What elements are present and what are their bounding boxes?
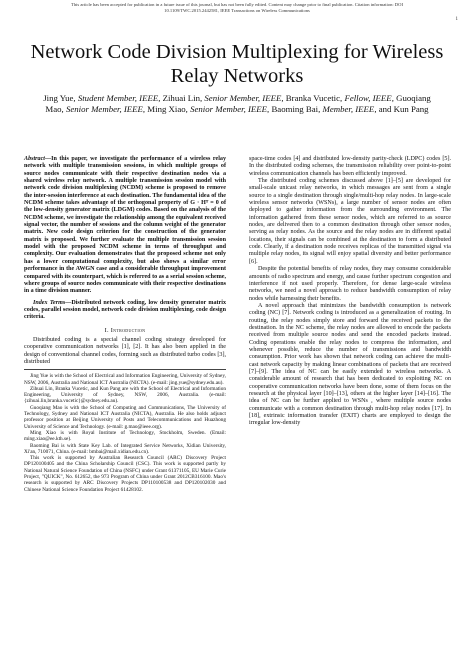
author-role: Senior Member, IEEE: [65, 104, 143, 115]
author-name: Branka Vucetic: [285, 93, 341, 103]
index-terms-label: Index Terms: [33, 299, 66, 306]
banner-line-2: 10.1109/TWC.2015.2442581, IEEE Transactions on Wireless Communications: [164, 7, 310, 13]
author-name: Zihuai Lin: [162, 93, 200, 103]
paper-title: Network Code Division Multiplexing for Wireless Relay Networks: [30, 41, 444, 87]
body-paragraph: The distributed coding schemes discussed above [1]–[5] are developed for small-scale unicast relay networks, in which messages are sent from a single source to a single destination through single/multi-hop relay nodes. In large-scale wireless sensor networks (WSNs), a large number of sensor nodes are often deployed to gather information from the surrounding environment. The information gathered from these sensor nodes, which are referred to as source nodes, are delivered then to a common destination through other sensor nodes, serving as relay nodes. As the source and the relay nodes are in different spatial locations, their signals can be combined at the destination to form a distributed code. Clearly, if a destination node receives replicas of the transmitted signal via multiple relay nodes, its signal will enjoy spatial diversity and better performance [6].: [249, 178, 451, 265]
page-number: 1: [455, 17, 458, 22]
footnote: Baoming Bai is with State Key Lab. of Integrated Service Networks, Xidian University, Xi'an, 710071, China. (e-mail: bmbai@mail.xidian.edu.cn).: [24, 442, 226, 455]
author-name: Kun Pang: [393, 104, 429, 115]
left-column: [24, 156, 226, 493]
footnote: Ming Xiao is with Royal Institute of Technology, Stockholm, Sweden. (Email: ming.xiao@ee.kth.se).: [24, 429, 226, 443]
right-column: [249, 156, 451, 428]
banner-line-1: This article has been accepted for publication in a future issue of this journal, but has not been fully edited. Content may change prior to final publication. Citation information: DOI: [71, 2, 403, 7]
abstract-label: Abstract: [24, 156, 45, 162]
footnote: Guoqiang Mao is with the School of Computing and Communications, The University of Technology, Sydney and National ICT Australia (NICTA), Australia. He also holds adjunct professor position at Beijing University of Posts and Telecommunications and Huazhong University of Science and Technology. (e-mail: g.mao@ieee.org).: [24, 404, 226, 430]
body-paragraph: A novel approach that minimizes the bandwidth consumption is network coding (NC) [7]. Network coding is introduced as a generalization of routing. In routing, the relay nodes simply store and forward the received packets to the destination. In the NC scheme, the relay nodes are allowed to encode the packets received from multiple source nodes and send the encoded packets instead. Coding operations enable the relay nodes to compress the information, and whenever possible, reduce the number of transmissions and bandwidth consumption. Prior work has shown that network coding can achieve the multi-cast network capacity by making linear combinations of packets that are received [7]–[9]. The idea of NC can be easily extended to wireless networks. A considerable amount of research that has been dedicated to exploiting NC on cooperative communication networks have been done, some of them focus on the research at the physical layer [10]–[13], others at the higher layer [14]–[16]. The idea of NC can be further applied to WSNs , where multiple source nodes communicate with a common destination through multi-hop relay nodes [17]. In [18], extrinsic information transfer (EXIT) charts are employed to design the irregular low-density: [249, 302, 451, 427]
publication-banner: [0, 2, 474, 13]
intro-paragraph: Distributed coding is a special channel coding strategy developed for cooperative communication networks [1], [2]. It has also been applied in the design of conventional channel codes, forming such as distributed turbo codes [3], distributed: [24, 336, 226, 365]
author-role: Student Member, IEEE: [77, 93, 159, 103]
footnote: Zihuai Lin, Branka Vucetic, and Kun Pang are with the School of Electrical and Information Engineering, University of Sydney, NSW, 2006, Australia. (e-mail: {zihuai.lin,branka.vucetic}@sydney.edu.au).: [24, 385, 226, 405]
author-name: Baoming Bai: [271, 104, 319, 115]
author-list: Jing Yue, Student Member, IEEE, Zihuai Lin, Senior Member, IEEE, Branka Vucetic, Fellow, IEEE, Guoqiang Mao, Senior Member, IEEE, Ming Xiao, Senior Member, IEEE, Baoming Bai, Member, IEEE, and Kun Pang: [43, 93, 431, 115]
footnote: Jing Yue is with the School of Electrical and Information Engineering, University of Sydney, NSW, 2006, Australia and National ICT Australia (NICTA). (e-mail: jing.yue@sydney.edu.au).: [24, 373, 226, 386]
abstract: [24, 156, 226, 296]
author-name: Ming Xiao: [147, 104, 186, 115]
author-name: Guoqiang Mao: [45, 93, 431, 115]
author-role: Senior Member, IEEE: [190, 104, 268, 115]
body-paragraph: Despite the potential benefits of relay nodes, they may consume considerable amounts of radio spectrum and energy, and cause further spectrum congestion and interference if not used properly. Therefore, for dense large-scale wireless networks, we need a novel approach to reduce bandwidth consumption of relay nodes while harnessing their benefits.: [249, 266, 451, 302]
footnote: This work is supported by Australian Research Council (ARC) Discovery Project DP120100405 and the China Scholarship Council (CSC). This work is supported partly by National Natural Science Foundation of China (NSFC) under Grant 61371105, EU Marie Curie Project, "QUICK", No. 612652, the 973 Program of China under Grant 2012CB316100. Mao's research is supported by ARC Discovery Projects DP110100538 and DP120102030 and Chinese National Science Foundation Project 61428102.: [24, 455, 226, 493]
author-role: Fellow, IEEE: [344, 93, 392, 103]
index-terms: [24, 300, 226, 322]
index-terms-text: —Distributed network coding, low density generator matrix codes, parallel session model, network code division multiplexing, code design criteria.: [24, 299, 226, 321]
author-role: Member, IEEE: [322, 104, 375, 115]
section-heading-introduction: I. Introduction: [104, 326, 146, 334]
footnotes: [24, 373, 226, 493]
author-role: Senior Member, IEEE: [204, 93, 282, 103]
abstract-text: —In this paper, we investigate the performance of a wireless relay network with multiple transmission sessions, in which multiple groups of source nodes communicate with their respective destination nodes via a shared wireless relay network. A multiple transmission session model with network code division multiplexing (NCDM) scheme is proposed to remove the inter-session interference at each destination. The fundamental idea of the NCDM scheme takes advantage of the orthogonal property of G · Hᵀ = 0 of the low-density generator matrix (LDGM) codes. Based on the analysis of the NCDM scheme, we investigate the relationship among the equivalent received signal vector, the number of sessions and the column weight of the generator matrix. New code design criterion for the construction of the generator matrix is proposed. We further evaluate the multiple transmission session model with the proposed NCDM scheme in terms of throughput and complexity. Our evaluation demonstrates that the proposed scheme not only has a lower computational complexity, but also shows a similar error performance in the AWGN case and a considerable throughput improvement compared with its counterpart, which is referred to as a serial session scheme, where groups of source nodes communicate with their respective destinations in a time division manner.: [24, 156, 226, 295]
footnote-divider: [24, 369, 226, 370]
body-paragraph: space-time codes [4] and distributed low-density parity-check (LDPC) codes [5]. In the distributed coding schemes, the transmission reliability over point-to-point wireless communication channels has been efficiently improved.: [249, 156, 451, 177]
author-name: Jing Yue: [43, 93, 74, 103]
